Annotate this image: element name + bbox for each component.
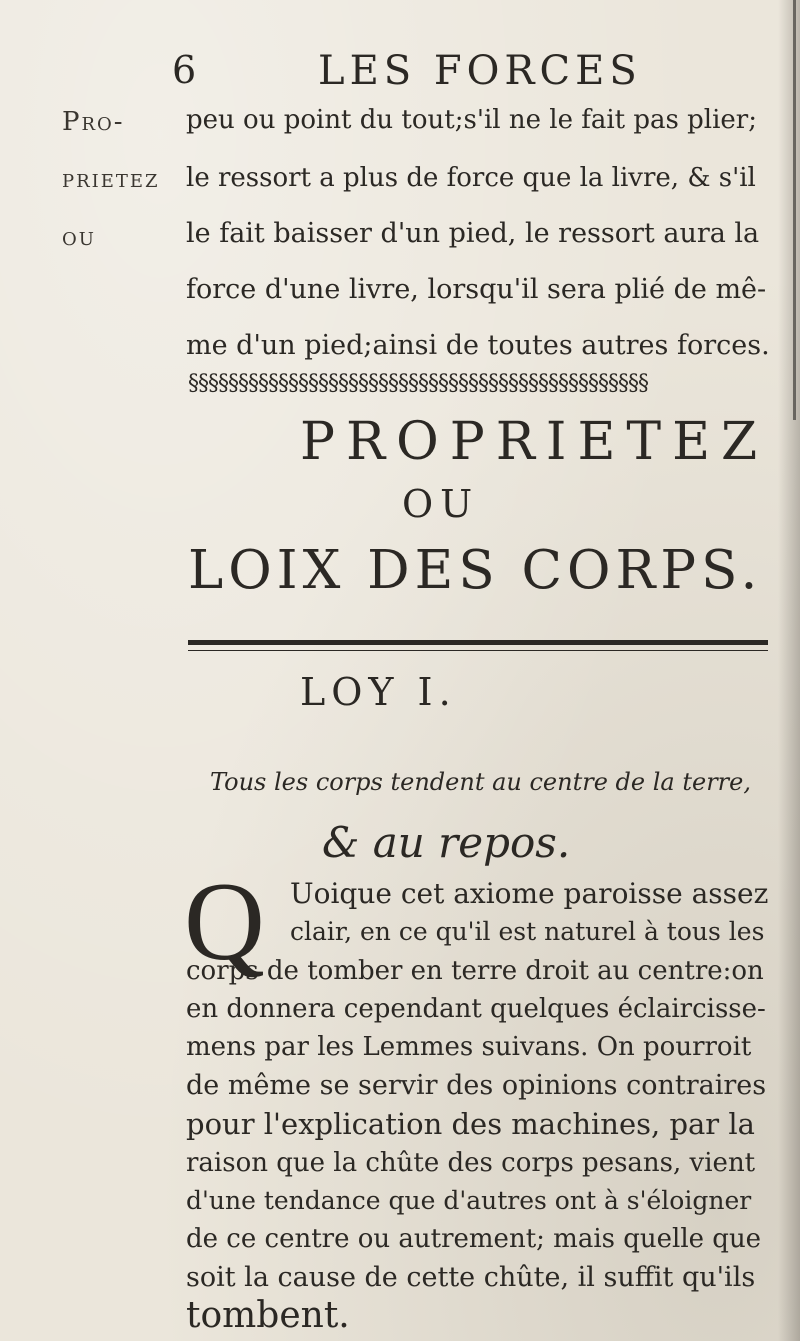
- margin-note-1: Pro-: [62, 107, 125, 137]
- paragraph-line: tombent.: [186, 1295, 350, 1336]
- paragraph-line: pour l'explication des machines, par la: [186, 1107, 755, 1141]
- title-rule-thick: [188, 640, 768, 645]
- text-line: force d'une livre, lorsqu'il sera plié de mê-: [186, 274, 767, 305]
- paragraph-line: de ce centre ou autrement; mais quelle que: [186, 1224, 762, 1254]
- paragraph-line: clair, en ce qu'il est naturel à tous les: [290, 917, 765, 946]
- page-number: 6: [172, 48, 197, 92]
- section-title: PROPRIETEZ: [300, 412, 769, 472]
- paragraph-line: mens par les Lemmes suivans. On pourroit: [186, 1032, 752, 1062]
- paragraph-line: d'une tendance que d'autres ont à s'éloigner: [186, 1186, 752, 1215]
- text-line: le fait baisser d'un pied, le ressort aura la: [186, 218, 760, 249]
- ornamental-band: §§§§§§§§§§§§§§§§§§§§§§§§§§§§§§§§§§§§§§§§§§§§§§: [188, 373, 648, 395]
- drop-cap: Q: [184, 860, 265, 984]
- text-line: le ressort a plus de force que la livre, & s'il: [186, 163, 756, 193]
- section-subtitle: LOIX DES CORPS.: [188, 540, 763, 601]
- text-line: peu ou point du tout;s'il ne le fait pas plier;: [186, 105, 757, 135]
- axiom-line: Tous les corps tendent au centre de la terre,: [210, 768, 751, 796]
- margin-note-3: ou: [62, 222, 96, 252]
- paragraph-line: de même se servir des opinions contraires: [186, 1070, 767, 1101]
- paragraph-line: en donnera cependant quelques éclaircisse-: [186, 994, 766, 1024]
- paragraph-line: Uoique cet axiome paroisse assez: [290, 877, 769, 910]
- text-line: me d'un pied;ainsi de toutes autres forces.: [186, 330, 770, 361]
- margin-note-2: prietez: [62, 164, 160, 194]
- title-rule-thin: [188, 650, 768, 651]
- page-edge-rule: [793, 0, 796, 420]
- paragraph-line: corps de tomber en terre droit au centre:on: [186, 956, 764, 986]
- paragraph-line: raison que la chûte des corps pesans, vient: [186, 1148, 756, 1178]
- law-heading: LOY I.: [300, 670, 457, 714]
- section-conjunction: OU: [402, 482, 480, 526]
- axiom-line: & au repos.: [322, 818, 571, 867]
- running-title: LES FORCES: [318, 48, 642, 94]
- paragraph-line: soit la cause de cette chûte, il suffit qu'ils: [186, 1262, 756, 1293]
- page-edge-shadow: [778, 0, 800, 1341]
